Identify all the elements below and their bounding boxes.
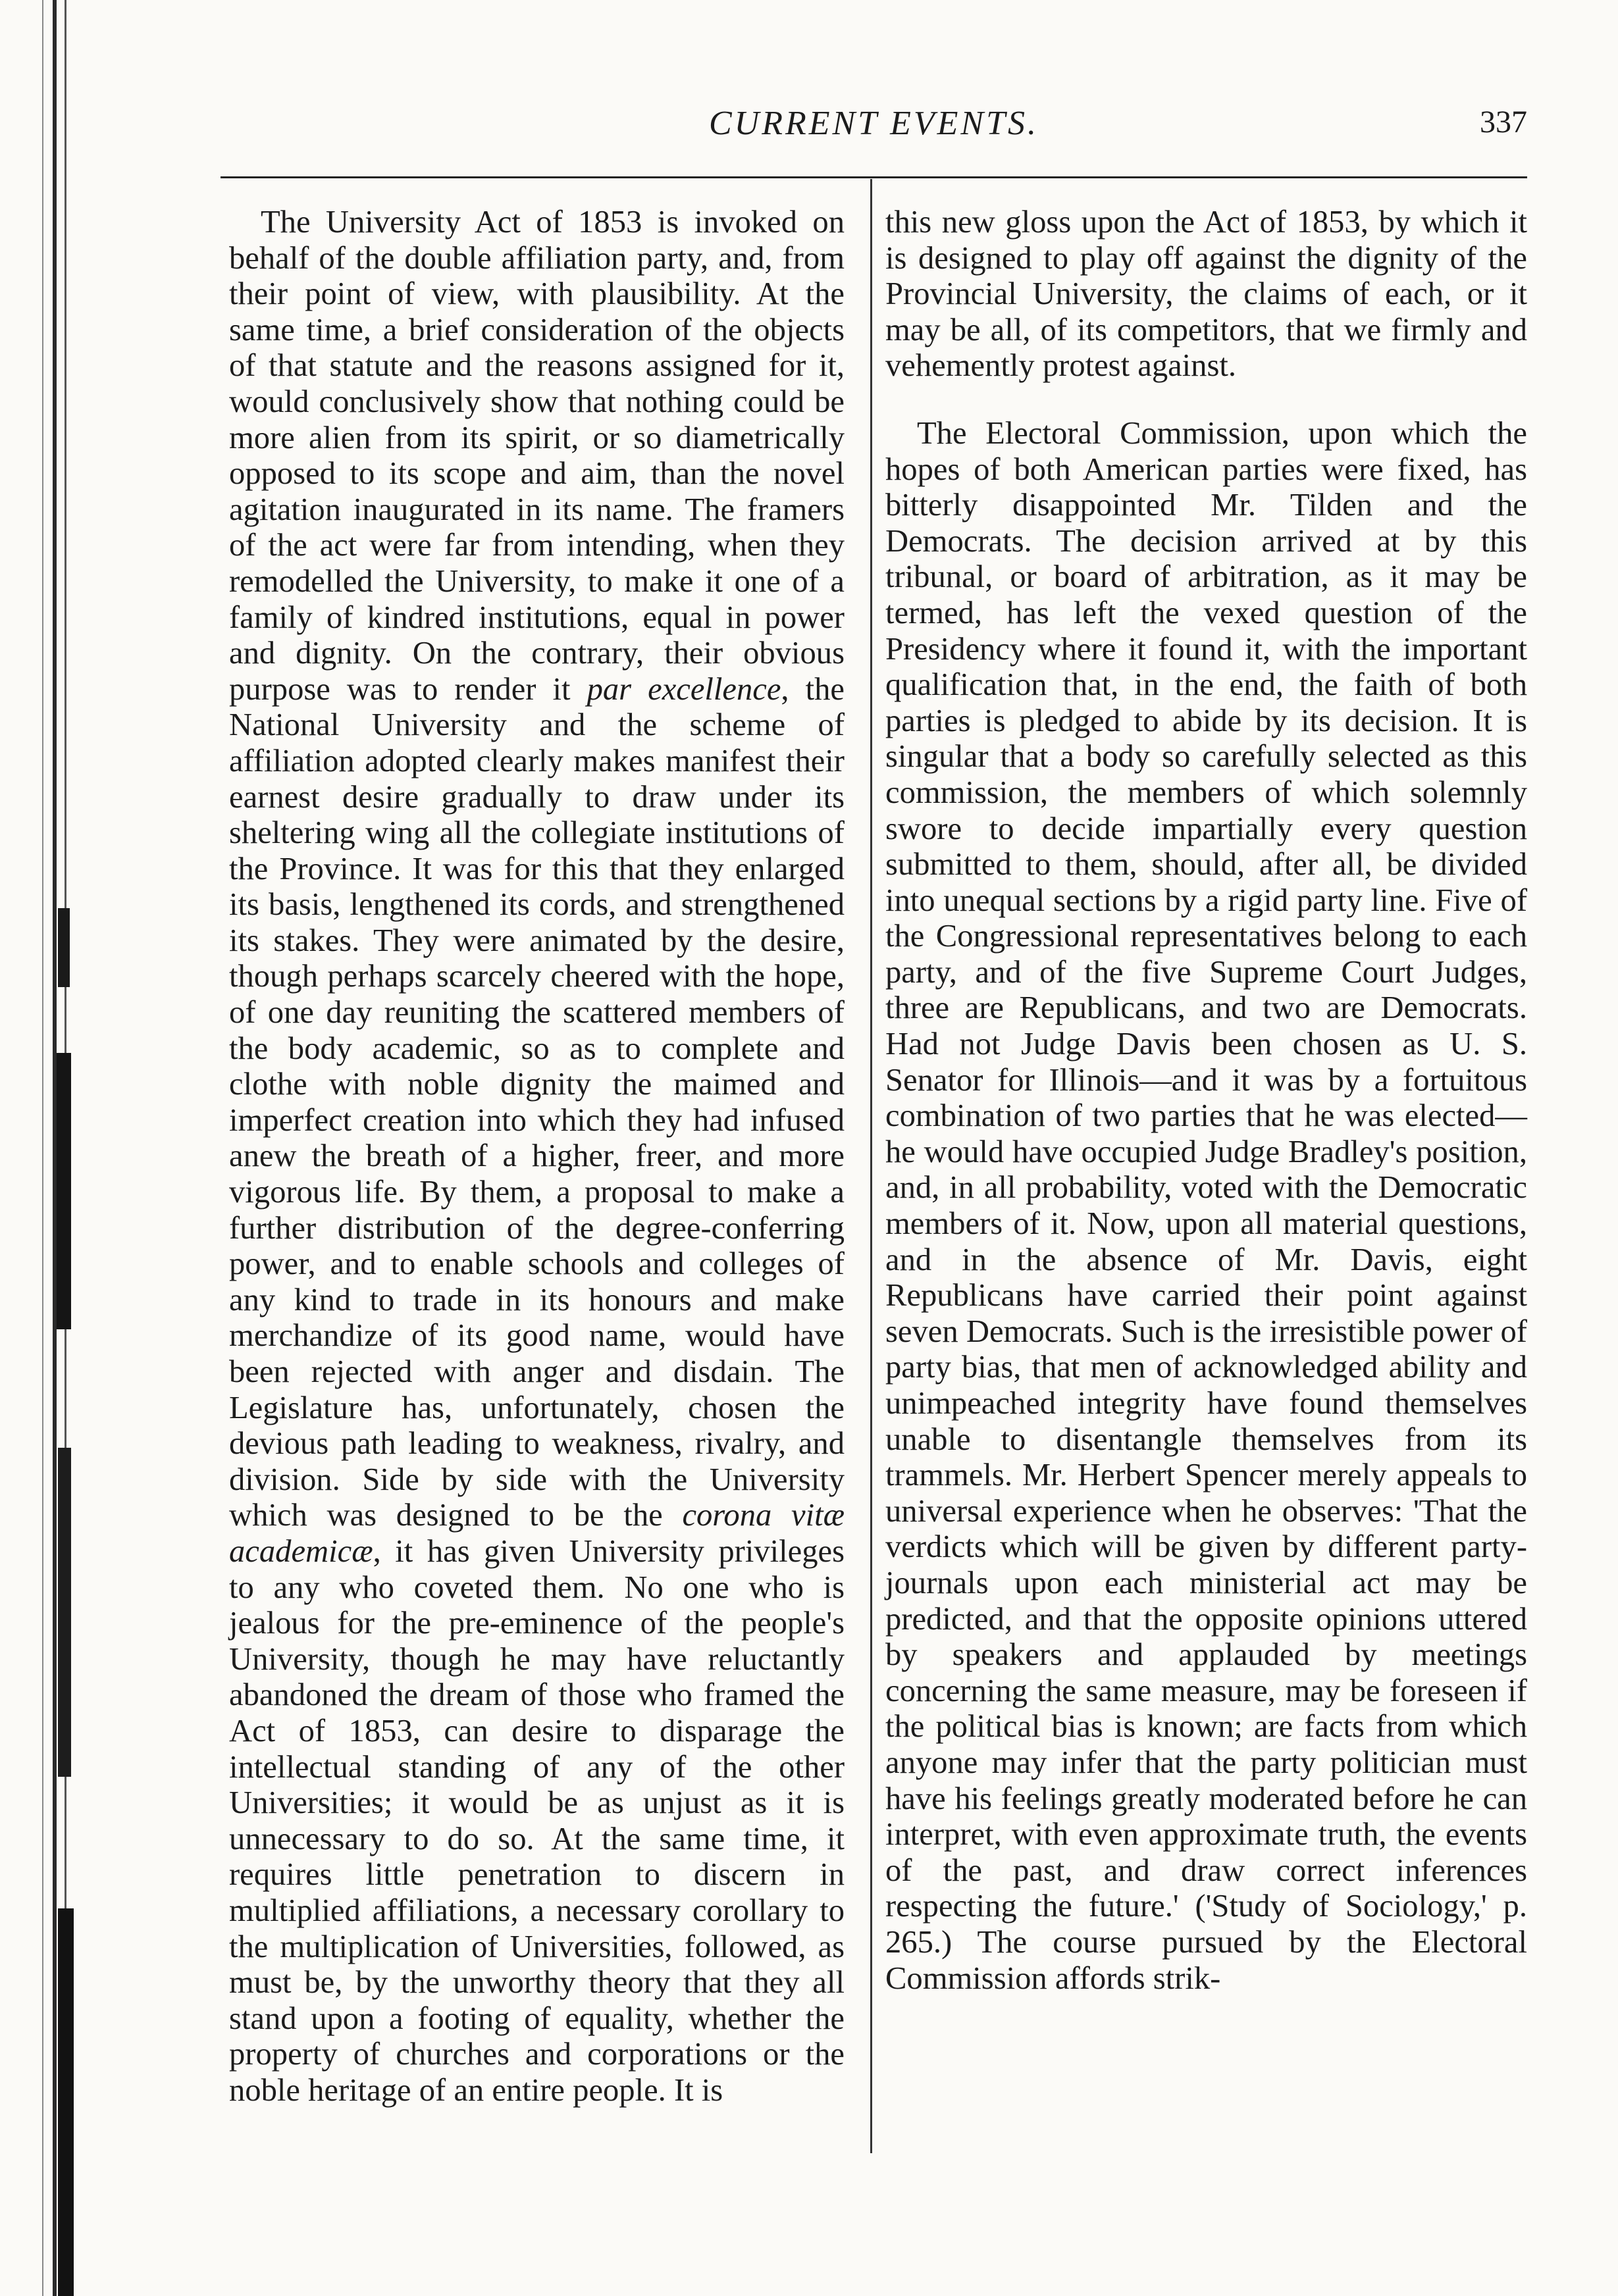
running-head-title: CURRENT EVENTS. xyxy=(708,105,1039,142)
paragraph-electoral-commission: The Electoral Commission, upon which the hopes of both American parties were fixed, has bitterly disappointed Mr. Tilden and the Democrats. The decision arrived at by this tribunal, or board of arbitration, as it may be termed, has left the vexed question of the Presidency where it found it, with the important qualification that, in the end, the faith of both parties is pledged to abide by its decision. It is singular that a body so carefully selected as this commission, the members of which solemnly swore to decide impartially every question submitted to them, should, after all, be divided into unequal sections by a rigid party line. Five of the Congressional representatives belong to each party, and of the five Supreme Court Judges, three are Republicans, and two are Democrats. Had not Judge Davis been chosen as U. S. Senator for Illinois—and it was by a fortuitous combination of two parties that he was elected—he would have occupied Judge Bradley's position, and, in all probability, voted with the Democratic members of it. Now, upon all material questions, and in the absence of Mr. Davis, eight Republicans have carried their point against seven Democrats. Such is the irresistible power of party bias, that men of acknowledged ability and unimpeached integrity have found themselves unable to disentangle themselves from its trammels. Mr. Herbert Spencer merely appeals to universal experience when he observes: 'That the verdicts which will be given by different party-journals upon each ministerial act may be predicted, and that the opposite opinions uttered by speakers and applauded by meetings concerning the same measure, may be foreseen if the political bias is known; are facts from which anyone may infer that the party politician must have his feelings greatly moderated before he can interpret, with even approximate truth, the events of the past, and draw correct inferences respecting the future.' ('Study of Sociology,' p. 265.) The course pursued by the Electoral Commission affords strik- xyxy=(885,415,1527,1996)
page-number: 337 xyxy=(1480,105,1527,140)
text-run: The University Act of 1853 is invoked on behalf of the double affiliation party, and, from their point of view, with plausibility. At the same time, a brief consideration of the objects of that statute and the reasons assigned for it, would conclusively show that nothing could be more alien from its spirit, or so diametrically opposed to its scope and aim, than the novel agitation inaugurated in its name. The framers of the act were far from intending, when they remodelled the University, to make it one of a family of kindred institutions, equal in power and dignity. On the contrary, their obvious purpose was to render it xyxy=(229,204,845,707)
right-column xyxy=(885,204,1527,1996)
header-rule xyxy=(221,176,1527,178)
book-binding-edge xyxy=(38,0,84,2296)
text-run: , it has given University privileges to any who coveted them. No one who is jealous for the pre-eminence of the people's University, though he may have reluctantly abandoned the dream of those who framed the Act of 1853, can desire to disparage the intellectual standing of any of the other Universities; it would be as unjust as it is unnecessary to do so. At the same time, it requires little penetration to discern in multiplied affiliations, a necessary corollary to the multiplication of Universities, followed, as must be, by the unworthy theory that they all stand upon a footing of equality, whether the property of churches and corporations or the noble heritage of an entire people. It is xyxy=(229,1533,845,2108)
paragraph-continuation: this new gloss upon the Act of 1853, by which it is designed to play off against the dignity of the Provincial University, the claims of each, or it may be all, of its competitors, that we firmly and vehemently protest against. xyxy=(885,204,1527,384)
column-divider xyxy=(870,179,872,2153)
italic-phrase: corona vitæ academicæ xyxy=(229,1497,845,1569)
paragraph-university-act xyxy=(229,204,845,2108)
running-head xyxy=(221,104,1527,150)
text-run: , the National University and the scheme of affiliation adopted clearly makes manifest their earnest desire gradually to draw under its sheltering wing all the collegiate institutions of the Province. It was for this that they enlarged its basis, lengthened its cords, and strengthened its stakes. They were animated by the desire, though perhaps scarcely cheered with the hope, of one day reuniting the scattered members of the body academic, so as to complete and clothe with noble dignity the maimed and imperfect creation into which they had infused anew the breath of a higher, freer, and more vigorous life. By them, a proposal to make a further distribution of the degree-conferring power, and to enable schools and colleges of any kind to trade in its honours and make merchandize of its good name, would have been rejected with anger and disdain. The Legislature has, unfortunately, chosen the devious path leading to weakness, rivalry, and division. Side by side with the University which was designed to be the xyxy=(229,671,845,1533)
left-column xyxy=(229,204,845,2108)
italic-phrase: par excellence xyxy=(587,671,781,707)
